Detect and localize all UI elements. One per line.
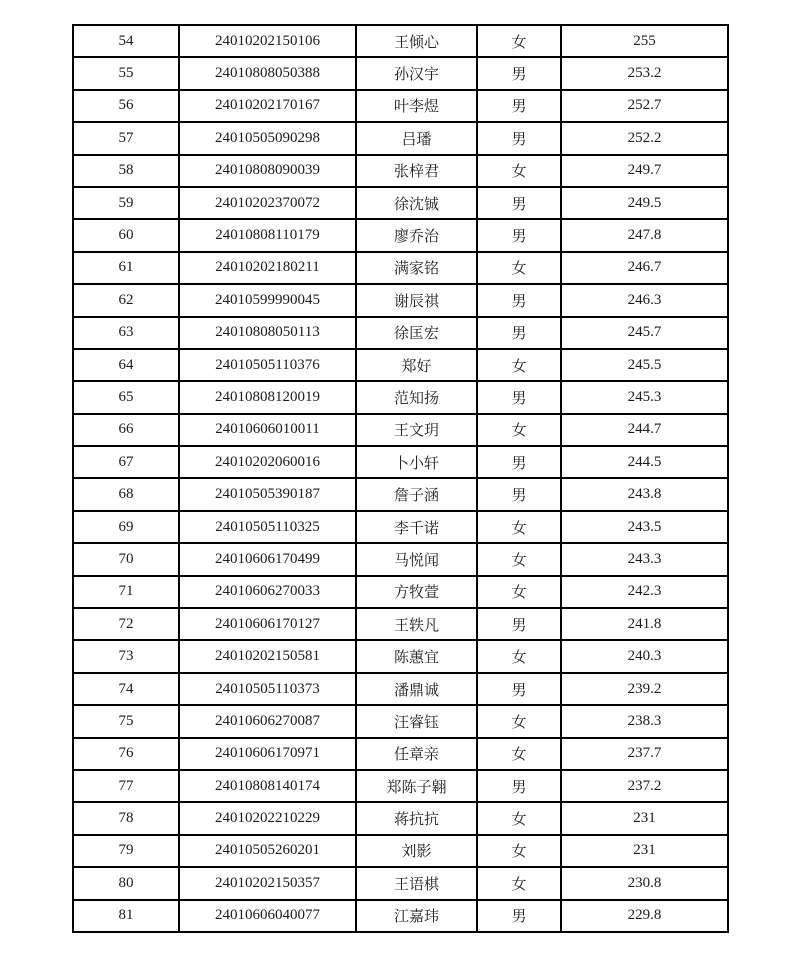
cell-exam-id: 24010606270033 (179, 576, 356, 608)
cell-gender: 女 (477, 867, 561, 899)
cell-name: 吕璠 (356, 122, 477, 154)
cell-exam-id: 24010808050113 (179, 317, 356, 349)
cell-score: 229.8 (561, 900, 728, 932)
table-row (73, 867, 728, 899)
cell-exam-id: 24010808050388 (179, 57, 356, 89)
cell-exam-id: 24010606170971 (179, 738, 356, 770)
cell-rank: 77 (73, 770, 179, 802)
cell-score: 241.8 (561, 608, 728, 640)
cell-score: 244.5 (561, 446, 728, 478)
cell-gender: 男 (477, 219, 561, 251)
cell-exam-id: 24010202150357 (179, 867, 356, 899)
cell-name: 詹子涵 (356, 478, 477, 510)
cell-rank: 70 (73, 543, 179, 575)
cell-name: 王倾心 (356, 25, 477, 57)
cell-name: 任章亲 (356, 738, 477, 770)
table-row (73, 802, 728, 834)
cell-exam-id: 24010505110325 (179, 511, 356, 543)
cell-gender: 男 (477, 57, 561, 89)
cell-exam-id: 24010202210229 (179, 802, 356, 834)
cell-name: 陈蕙宜 (356, 640, 477, 672)
cell-gender: 女 (477, 155, 561, 187)
table-row (73, 835, 728, 867)
cell-rank: 80 (73, 867, 179, 899)
cell-rank: 79 (73, 835, 179, 867)
cell-name: 马悦闻 (356, 543, 477, 575)
cell-gender: 男 (477, 317, 561, 349)
cell-rank: 64 (73, 349, 179, 381)
cell-score: 244.7 (561, 414, 728, 446)
cell-gender: 女 (477, 252, 561, 284)
cell-gender: 男 (477, 900, 561, 932)
cell-score: 243.5 (561, 511, 728, 543)
cell-name: 满家铭 (356, 252, 477, 284)
cell-gender: 女 (477, 25, 561, 57)
cell-rank: 58 (73, 155, 179, 187)
table-row (73, 511, 728, 543)
cell-rank: 72 (73, 608, 179, 640)
cell-rank: 55 (73, 57, 179, 89)
cell-name: 孙汉宇 (356, 57, 477, 89)
cell-exam-id: 24010202370072 (179, 187, 356, 219)
cell-rank: 76 (73, 738, 179, 770)
cell-score: 237.7 (561, 738, 728, 770)
cell-gender: 男 (477, 90, 561, 122)
cell-name: 廖乔治 (356, 219, 477, 251)
cell-gender: 男 (477, 284, 561, 316)
cell-rank: 71 (73, 576, 179, 608)
cell-gender: 女 (477, 511, 561, 543)
cell-gender: 男 (477, 608, 561, 640)
cell-exam-id: 24010202180211 (179, 252, 356, 284)
cell-name: 潘鼎诚 (356, 673, 477, 705)
cell-rank: 63 (73, 317, 179, 349)
cell-name: 江嘉玮 (356, 900, 477, 932)
cell-rank: 61 (73, 252, 179, 284)
cell-exam-id: 24010808090039 (179, 155, 356, 187)
cell-exam-id: 24010606010011 (179, 414, 356, 446)
table-row (73, 478, 728, 510)
cell-exam-id: 24010606270087 (179, 705, 356, 737)
table-row (73, 284, 728, 316)
cell-exam-id: 24010606170499 (179, 543, 356, 575)
cell-name: 王语棋 (356, 867, 477, 899)
table-row (73, 155, 728, 187)
cell-score: 245.5 (561, 349, 728, 381)
cell-score: 230.8 (561, 867, 728, 899)
table-row (73, 317, 728, 349)
table-row (73, 381, 728, 413)
cell-score: 240.3 (561, 640, 728, 672)
cell-rank: 73 (73, 640, 179, 672)
score-table-body (73, 25, 728, 932)
table-row (73, 640, 728, 672)
cell-gender: 女 (477, 349, 561, 381)
cell-name: 卜小轩 (356, 446, 477, 478)
table-row (73, 608, 728, 640)
cell-score: 252.7 (561, 90, 728, 122)
cell-gender: 女 (477, 414, 561, 446)
table-row (73, 705, 728, 737)
cell-score: 249.7 (561, 155, 728, 187)
cell-name: 郑好 (356, 349, 477, 381)
cell-rank: 66 (73, 414, 179, 446)
cell-score: 246.7 (561, 252, 728, 284)
cell-exam-id: 24010202060016 (179, 446, 356, 478)
cell-name: 蒋抗抗 (356, 802, 477, 834)
cell-rank: 62 (73, 284, 179, 316)
cell-score: 245.3 (561, 381, 728, 413)
table-row (73, 543, 728, 575)
cell-rank: 57 (73, 122, 179, 154)
cell-gender: 女 (477, 576, 561, 608)
cell-gender: 女 (477, 705, 561, 737)
table-row (73, 219, 728, 251)
cell-score: 246.3 (561, 284, 728, 316)
table-row (73, 673, 728, 705)
cell-name: 郑陈子翱 (356, 770, 477, 802)
table-row (73, 770, 728, 802)
cell-name: 徐匡宏 (356, 317, 477, 349)
table-row (73, 252, 728, 284)
cell-exam-id: 24010606040077 (179, 900, 356, 932)
cell-exam-id: 24010505110376 (179, 349, 356, 381)
cell-score: 253.2 (561, 57, 728, 89)
cell-exam-id: 24010202170167 (179, 90, 356, 122)
cell-name: 汪睿钰 (356, 705, 477, 737)
cell-exam-id: 24010202150581 (179, 640, 356, 672)
cell-gender: 男 (477, 478, 561, 510)
cell-score: 245.7 (561, 317, 728, 349)
cell-score: 238.3 (561, 705, 728, 737)
cell-exam-id: 24010505090298 (179, 122, 356, 154)
cell-gender: 女 (477, 835, 561, 867)
cell-rank: 74 (73, 673, 179, 705)
cell-gender: 男 (477, 187, 561, 219)
cell-score: 237.2 (561, 770, 728, 802)
cell-rank: 54 (73, 25, 179, 57)
cell-exam-id: 24010505260201 (179, 835, 356, 867)
table-row (73, 90, 728, 122)
cell-name: 叶李煜 (356, 90, 477, 122)
cell-exam-id: 24010202150106 (179, 25, 356, 57)
table-row (73, 446, 728, 478)
table-row (73, 349, 728, 381)
table-row (73, 187, 728, 219)
cell-name: 王轶凡 (356, 608, 477, 640)
cell-rank: 67 (73, 446, 179, 478)
cell-exam-id: 24010505390187 (179, 478, 356, 510)
cell-exam-id: 24010808110179 (179, 219, 356, 251)
table-row (73, 738, 728, 770)
cell-name: 徐沈铖 (356, 187, 477, 219)
cell-rank: 69 (73, 511, 179, 543)
table-row (73, 122, 728, 154)
cell-rank: 81 (73, 900, 179, 932)
table-row (73, 57, 728, 89)
cell-score: 247.8 (561, 219, 728, 251)
cell-score: 231 (561, 802, 728, 834)
cell-rank: 56 (73, 90, 179, 122)
cell-gender: 男 (477, 446, 561, 478)
cell-gender: 女 (477, 543, 561, 575)
cell-score: 243.8 (561, 478, 728, 510)
cell-name: 李千诺 (356, 511, 477, 543)
cell-exam-id: 24010505110373 (179, 673, 356, 705)
cell-name: 谢辰祺 (356, 284, 477, 316)
cell-rank: 68 (73, 478, 179, 510)
cell-gender: 男 (477, 122, 561, 154)
cell-name: 刘影 (356, 835, 477, 867)
cell-rank: 60 (73, 219, 179, 251)
cell-name: 方牧萱 (356, 576, 477, 608)
table-row (73, 900, 728, 932)
cell-score: 255 (561, 25, 728, 57)
cell-gender: 女 (477, 640, 561, 672)
table-row (73, 576, 728, 608)
cell-score: 242.3 (561, 576, 728, 608)
cell-exam-id: 24010599990045 (179, 284, 356, 316)
cell-score: 249.5 (561, 187, 728, 219)
cell-name: 张梓君 (356, 155, 477, 187)
cell-gender: 男 (477, 381, 561, 413)
cell-exam-id: 24010606170127 (179, 608, 356, 640)
cell-name: 王文玥 (356, 414, 477, 446)
cell-score: 252.2 (561, 122, 728, 154)
table-row (73, 25, 728, 57)
cell-exam-id: 24010808120019 (179, 381, 356, 413)
cell-score: 239.2 (561, 673, 728, 705)
cell-gender: 男 (477, 673, 561, 705)
cell-rank: 65 (73, 381, 179, 413)
cell-exam-id: 24010808140174 (179, 770, 356, 802)
cell-gender: 女 (477, 738, 561, 770)
cell-score: 231 (561, 835, 728, 867)
table-row (73, 414, 728, 446)
cell-score: 243.3 (561, 543, 728, 575)
cell-gender: 女 (477, 802, 561, 834)
score-table (72, 24, 729, 933)
cell-rank: 75 (73, 705, 179, 737)
cell-rank: 59 (73, 187, 179, 219)
cell-gender: 男 (477, 770, 561, 802)
cell-name: 范知扬 (356, 381, 477, 413)
cell-rank: 78 (73, 802, 179, 834)
